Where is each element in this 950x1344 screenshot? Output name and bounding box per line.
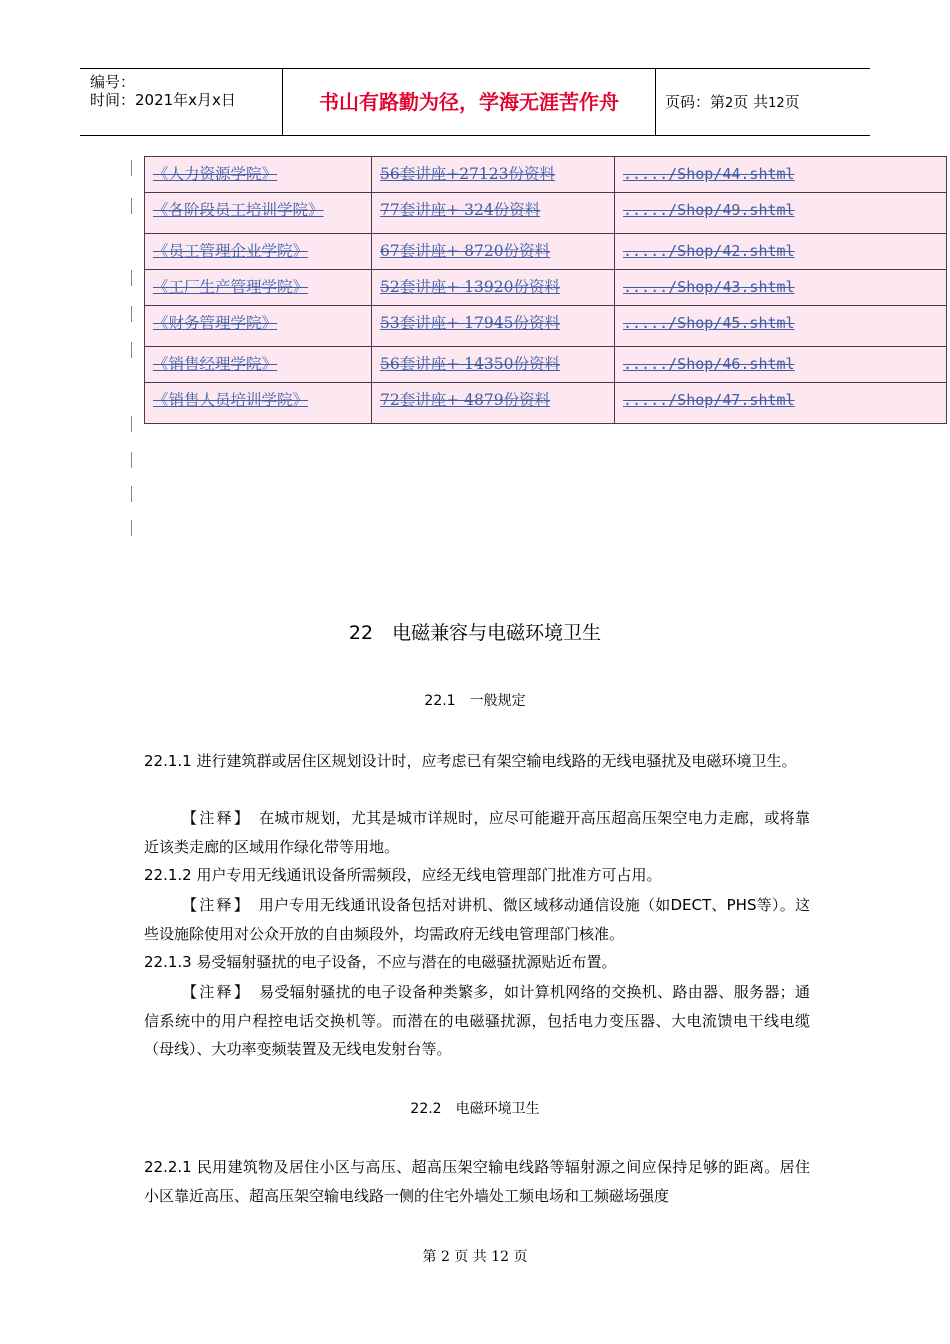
note-22-1-2 bbox=[144, 891, 810, 948]
course-count[interactable]: 67套讲座+ 8720份资料 bbox=[380, 242, 551, 260]
doc-number-label: 编号： bbox=[90, 73, 136, 91]
shop-link[interactable]: ...../Shop/42.shtml bbox=[623, 242, 795, 260]
college-name[interactable]: 《财务管理学院》 bbox=[153, 314, 278, 332]
margin-mark bbox=[131, 520, 132, 536]
margin-mark bbox=[131, 198, 132, 214]
page-mid: 页 共 bbox=[733, 93, 769, 111]
note-label: 【注释】 bbox=[182, 896, 244, 914]
margin-mark bbox=[131, 416, 132, 432]
margin-mark bbox=[131, 342, 132, 358]
margin-mark bbox=[131, 270, 132, 286]
chapter-title: 22 电磁兼容与电磁环境卫生 bbox=[348, 622, 602, 644]
course-count[interactable]: 53套讲座+ 17945份资料 bbox=[380, 314, 560, 332]
section-title: 22.2 电磁环境卫生 bbox=[410, 1101, 540, 1117]
course-count[interactable]: 52套讲座+ 13920份资料 bbox=[380, 278, 560, 296]
college-name[interactable]: 《销售人员培训学院》 bbox=[153, 391, 309, 409]
header-page-info bbox=[665, 91, 800, 112]
doc-time-label: 时间：2021年x月x日 bbox=[90, 91, 236, 109]
shop-link[interactable]: ...../Shop/46.shtml bbox=[623, 355, 795, 373]
margin-mark bbox=[131, 452, 132, 468]
section-title: 22.1 一般规定 bbox=[424, 693, 526, 709]
header-meta bbox=[80, 69, 283, 135]
page-number: 2 bbox=[725, 96, 734, 111]
college-name[interactable]: 《员工管理企业学院》 bbox=[153, 242, 309, 260]
margin-mark bbox=[131, 160, 132, 176]
margin-mark bbox=[131, 486, 132, 502]
table-row bbox=[145, 383, 947, 424]
college-name[interactable]: 《各阶段员工培训学院》 bbox=[153, 201, 324, 219]
course-count[interactable]: 77套讲座+ 324份资料 bbox=[380, 201, 541, 219]
page-total: 12 bbox=[768, 96, 785, 111]
college-name[interactable]: 《销售经理学院》 bbox=[153, 355, 278, 373]
shop-link[interactable]: ...../Shop/49.shtml bbox=[623, 201, 795, 219]
page-prefix: 页码：第 bbox=[665, 93, 726, 111]
table-row bbox=[145, 270, 947, 306]
note-label: 【注释】 bbox=[182, 809, 244, 827]
note-text: 用户专用无线通讯设备包括对讲机、微区域移动通信设施（如DECT、PHS等）。这些设施除使用对公众开放的自由频段外，均需政府无线电管理部门核准。 bbox=[144, 896, 810, 943]
course-count[interactable]: 56套讲座+27123份资料 bbox=[380, 165, 556, 183]
shop-links-table bbox=[144, 156, 947, 424]
note-22-1-1 bbox=[144, 804, 810, 861]
table-row bbox=[145, 306, 947, 347]
course-count[interactable]: 72套讲座+ 4879份资料 bbox=[380, 391, 551, 409]
shop-link[interactable]: ...../Shop/47.shtml bbox=[623, 391, 795, 409]
table-row bbox=[145, 193, 947, 234]
page-header bbox=[80, 68, 870, 136]
page-suffix: 页 bbox=[784, 93, 800, 111]
clause-22-1-3: 22.1.3 易受辐射骚扰的电子设备，不应与潜在的电磁骚扰源贴近布置。 bbox=[144, 953, 617, 971]
shop-link[interactable]: ...../Shop/44.shtml bbox=[623, 165, 795, 183]
note-text: 易受辐射骚扰的电子设备种类繁多，如计算机网络的交换机、路由器、服务器；通信系统中的用户程控电话交换机等。而潜在的电磁骚扰源，包括电力变压器、大电流馈电干线电缆（母线）、大功率变频装置及无线电发射台等。 bbox=[144, 983, 810, 1058]
clause-22-2-1: 22.2.1 民用建筑物及居住小区与高压、超高压架空输电线路等辐射源之间应保持足够的距离。居住小区靠近高压、超高压架空输电线路一侧的住宅外墙处工频电场和工频磁场强度 bbox=[144, 1158, 810, 1205]
header-motto: 书山有路勤为径，学海无涯苦作舟 bbox=[283, 69, 656, 135]
table-row bbox=[145, 234, 947, 270]
shop-link[interactable]: ...../Shop/45.shtml bbox=[623, 314, 795, 332]
note-text: 在城市规划，尤其是城市详规时，应尽可能避开高压超高压架空电力走廊，或将靠近该类走廊的区域用作绿化带等用地。 bbox=[144, 809, 810, 856]
course-count[interactable]: 56套讲座+ 14350份资料 bbox=[380, 355, 560, 373]
table-row bbox=[145, 347, 947, 383]
clause-22-1-2: 22.1.2 用户专用无线通讯设备所需频段，应经无线电管理部门批准方可占用。 bbox=[144, 866, 662, 884]
page-footer: 第 2 页 共 12 页 bbox=[422, 1249, 528, 1265]
note-22-1-3 bbox=[144, 978, 810, 1064]
college-name[interactable]: 《人力资源学院》 bbox=[153, 165, 278, 183]
shop-link[interactable]: ...../Shop/43.shtml bbox=[623, 278, 795, 296]
clause-22-1-1: 22.1.1 进行建筑群或居住区规划设计时，应考虑已有架空输电线路的无线电骚扰及电磁环境卫生。 bbox=[144, 752, 797, 770]
margin-mark bbox=[131, 306, 132, 322]
college-name[interactable]: 《工厂生产管理学院》 bbox=[153, 278, 309, 296]
note-label: 【注释】 bbox=[182, 983, 244, 1001]
table-row bbox=[145, 157, 947, 193]
